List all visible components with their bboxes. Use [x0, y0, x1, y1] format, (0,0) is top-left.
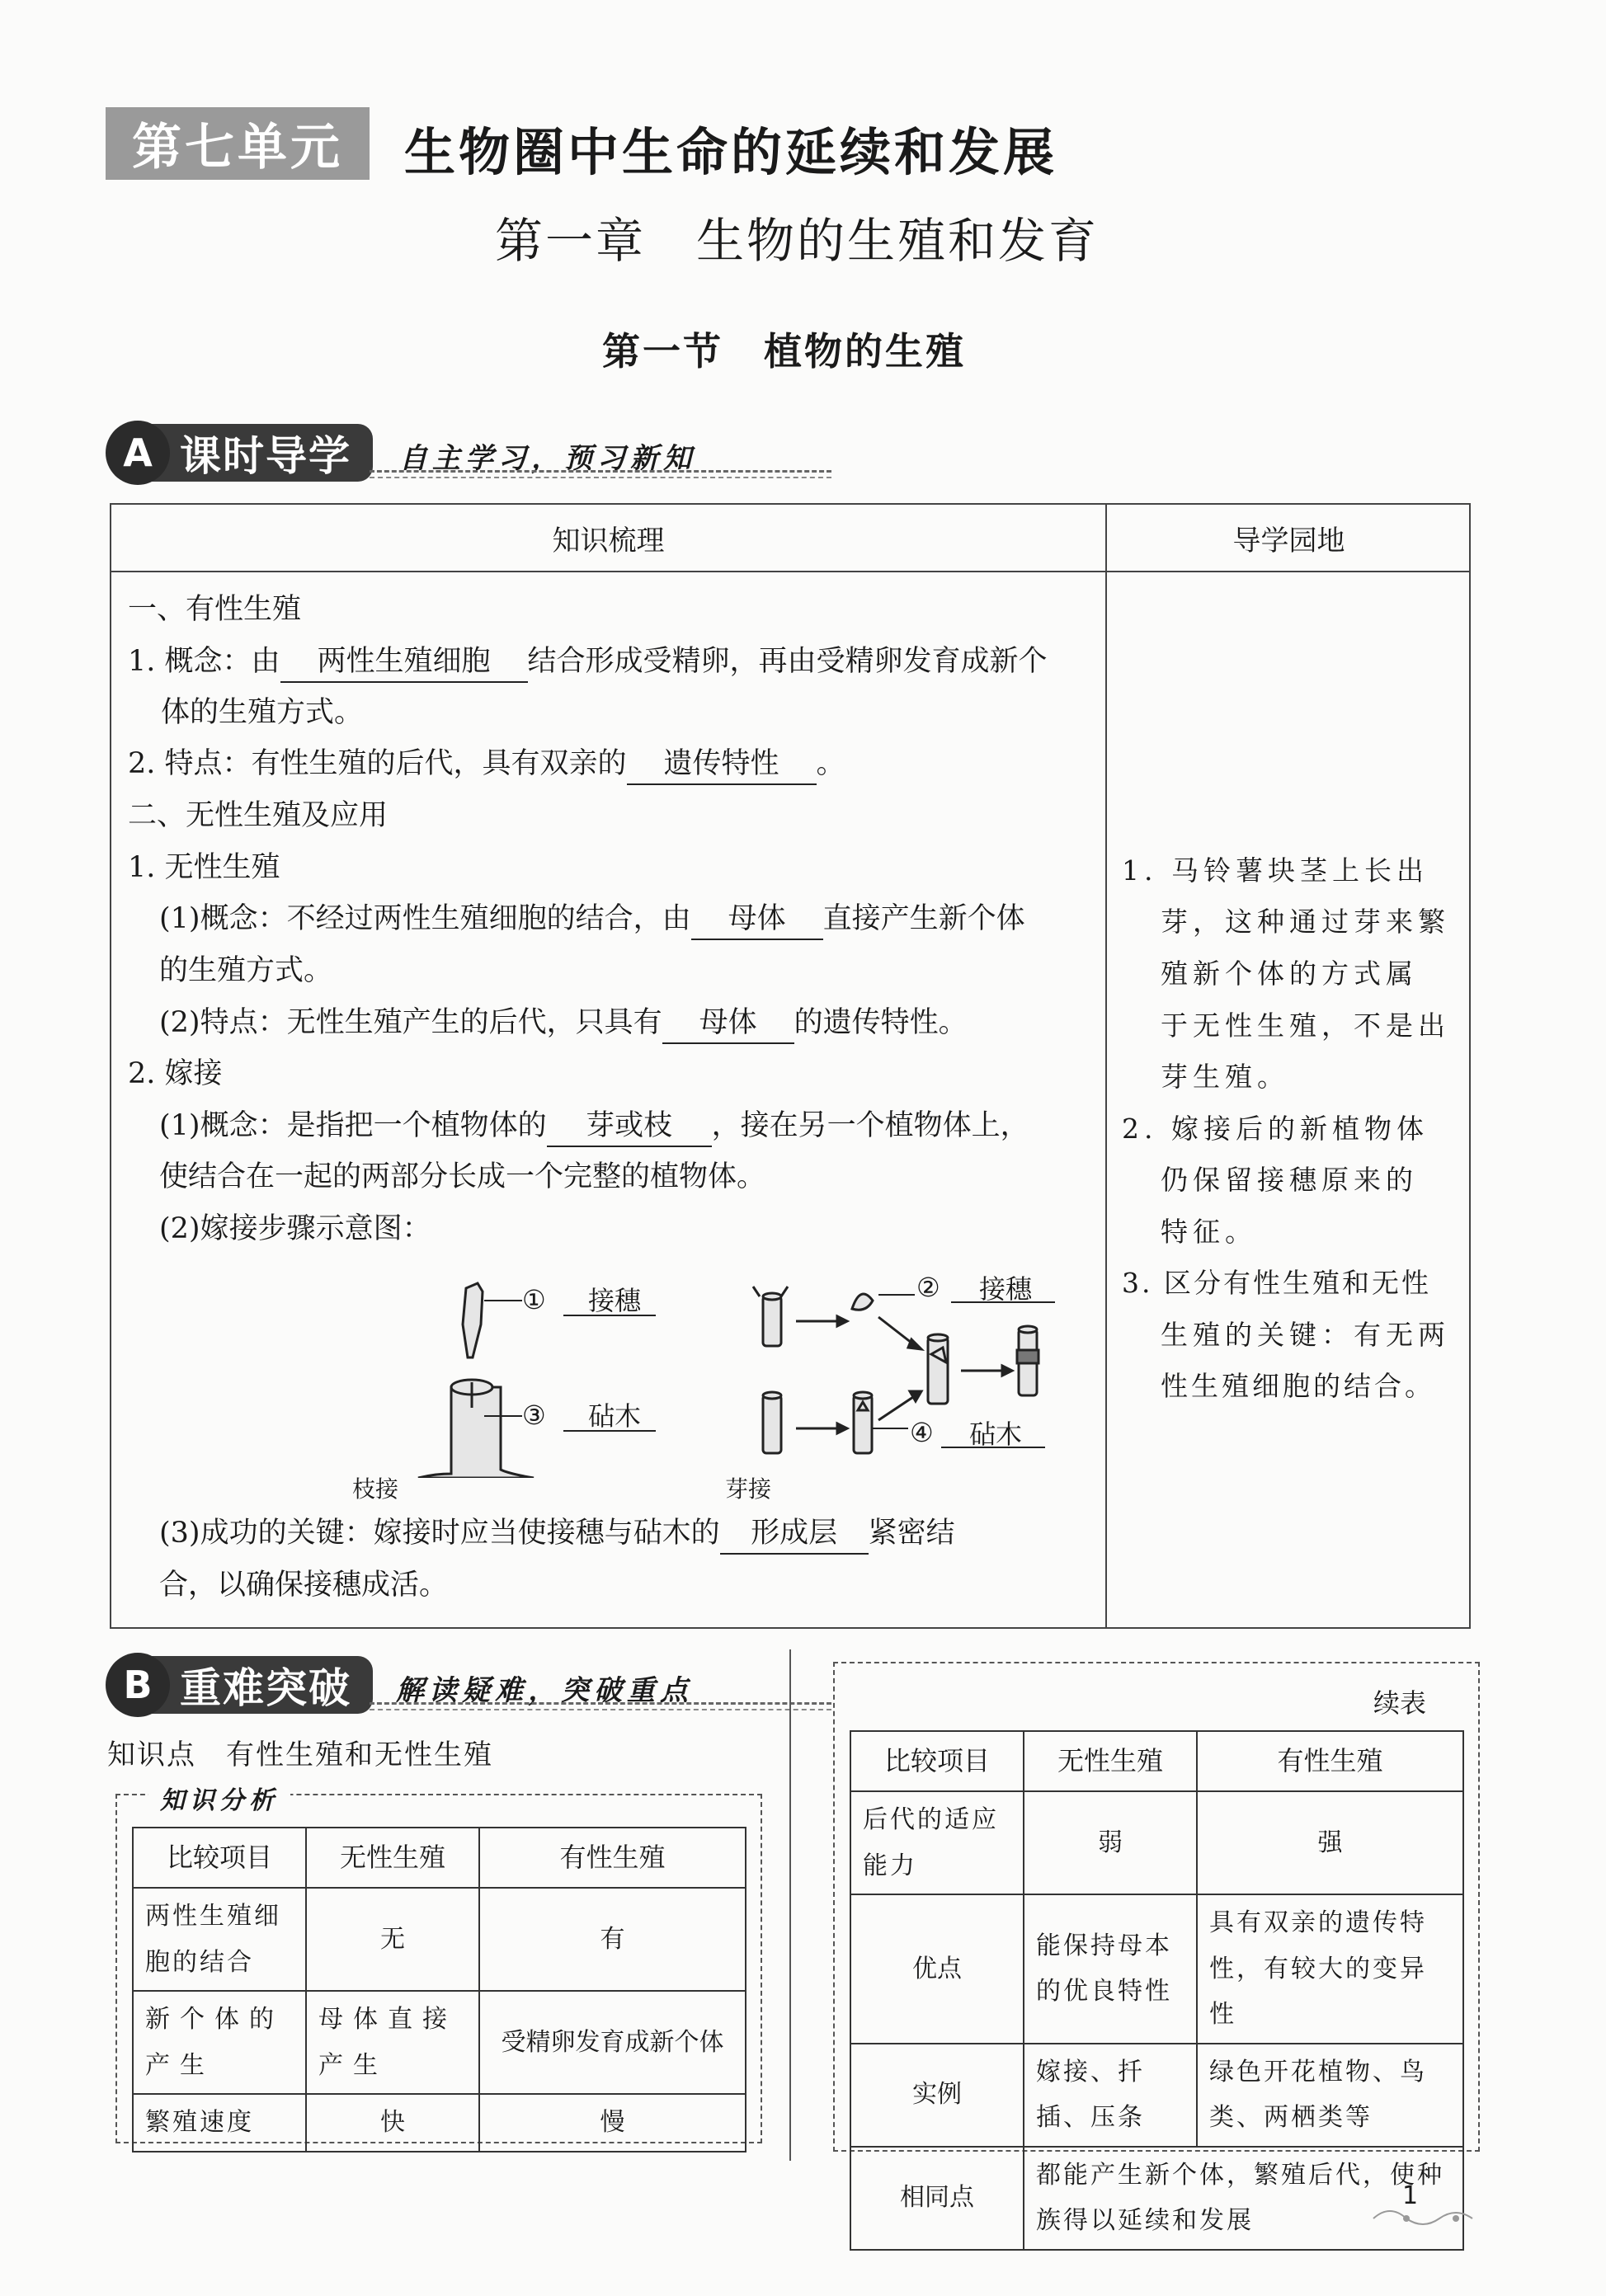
table-cell: 优点	[850, 1894, 1024, 2044]
table-cell: 新个体的产生	[133, 1991, 306, 2094]
table-header: 无性生殖	[306, 1828, 479, 1888]
table-cell: 后代的适应能力	[850, 1791, 1024, 1894]
tip-line: 特征。	[1161, 1216, 1257, 1248]
line-text: 的遗传特性。	[794, 1006, 968, 1039]
line-text: 。	[816, 747, 845, 780]
diagram-label-2: ②	[916, 1272, 940, 1303]
divider	[370, 1709, 831, 1710]
table-row	[850, 2147, 1463, 2250]
diagram-answer-2: 接穗	[978, 1273, 1032, 1305]
section-a-tab	[152, 424, 373, 482]
tip-line: 于无性生殖，不是出	[1161, 1009, 1450, 1042]
line-text: 紧密结	[868, 1517, 955, 1550]
line-text: 直接产生新个体	[822, 902, 1025, 935]
caption-branch-graft: 枝接	[352, 1475, 399, 1503]
diagram-answer-4: 砧木	[968, 1419, 1022, 1450]
column-divider	[1105, 505, 1107, 1627]
line-text: 1. 概念：由	[128, 645, 280, 678]
answer-underline	[951, 1301, 1055, 1303]
table-cell: 实例	[850, 2044, 1024, 2147]
concept-line-cont: 体的生殖方式。	[161, 696, 364, 729]
section-b-title: 重难突破	[180, 1664, 351, 1712]
table-cell: 母体直接产生	[306, 1991, 479, 2094]
column-header-knowledge: 知识梳理	[111, 505, 1105, 572]
table-header: 有性生殖	[1197, 1731, 1463, 1791]
comparison-table	[132, 1827, 746, 2152]
grafting-key-cont: 合，以确保接穗成活。	[159, 1569, 449, 1602]
tip-line: 3. 区分有性生殖和无性	[1122, 1267, 1431, 1299]
table-row	[133, 1991, 746, 2094]
continued-label: 续表	[1373, 1687, 1427, 1719]
tip-line: 殖新个体的方式属	[1161, 957, 1418, 990]
heading-asexual-reproduction: 二、无性生殖及应用	[128, 799, 389, 832]
comparison-table-continued	[850, 1730, 1464, 2251]
table-header: 比较项目	[850, 1731, 1024, 1791]
tip-line: 芽生殖。	[1161, 1061, 1289, 1093]
tip-line: 2. 嫁接后的新植物体	[1122, 1113, 1429, 1145]
line-text: (1)概念：不经过两性生殖细胞的结合，由	[159, 902, 691, 935]
divider	[370, 1702, 831, 1705]
tip-line: 1. 马铃薯块茎上长出	[1122, 854, 1429, 887]
heading-sexual-reproduction: 一、有性生殖	[128, 593, 302, 626]
unit-title: 生物圈中生命的延续和发展	[404, 122, 1058, 182]
table-row	[850, 2044, 1463, 2147]
page-number: 1	[1402, 2181, 1419, 2210]
table-cell: 两性生殖细胞的结合	[133, 1888, 306, 1991]
answer-blank: 芽或枝	[547, 1108, 712, 1147]
column-separator	[789, 1649, 791, 2161]
table-header-row	[133, 1828, 746, 1888]
answer-blank: 母体	[691, 901, 823, 940]
section-b-letter: B	[106, 1653, 170, 1717]
table-cell: 都能产生新个体，繁殖后代，使种族得以延续和发展	[1024, 2147, 1463, 2250]
table-header: 有性生殖	[479, 1828, 746, 1888]
tip-line: 仍保留接穗原来的	[1161, 1164, 1418, 1196]
answer-underline	[563, 1430, 656, 1432]
table-header-row	[850, 1731, 1463, 1791]
answer-blank: 遗传特性	[627, 746, 817, 785]
line-text: (2)特点：无性生殖产生的后代，只具有	[159, 1006, 662, 1039]
table-row	[133, 1888, 746, 1991]
scion-branch-drawing	[418, 1283, 534, 1478]
column-header-guide: 导学园地	[1107, 505, 1471, 572]
asexual-feature-line	[159, 1004, 968, 1044]
concept-line	[128, 643, 1048, 683]
unit-badge: 第七单元	[106, 107, 370, 180]
table-cell: 无	[306, 1888, 479, 1991]
table-cell: 强	[1197, 1791, 1463, 1894]
divider	[370, 470, 831, 473]
section-a-letter: A	[106, 421, 170, 485]
section-a-banner	[106, 421, 732, 485]
asexual-concept-line	[159, 901, 1025, 940]
table-header: 无性生殖	[1024, 1731, 1197, 1791]
diagram-answer-1: 接穗	[587, 1285, 641, 1316]
line-text: (1)概念：是指把一个植物体的	[159, 1109, 547, 1142]
divider	[370, 477, 831, 478]
asexual-concept-cont: 的生殖方式。	[159, 954, 333, 987]
table-cell: 有	[479, 1888, 746, 1991]
section-b-slogan: 解读疑难，突破重点	[396, 1674, 693, 1707]
diagram-answer-3: 砧木	[587, 1400, 641, 1432]
table-cell: 绿色开花植物、鸟类、两栖类等	[1197, 2044, 1463, 2147]
tip-line: 性生殖细胞的结合。	[1161, 1370, 1435, 1402]
line-text: 结合形成受精卵，再由受精卵发育成新个	[527, 645, 1048, 678]
table-cell: 弱	[1024, 1791, 1197, 1894]
grafting-concept-cont: 使结合在一起的两部分长成一个完整的植物体。	[159, 1160, 766, 1193]
section-b-tab	[152, 1656, 373, 1714]
chapter-title: 第一章 生物的生殖和发育	[495, 213, 1100, 269]
section-a-title: 课时导学	[180, 432, 351, 480]
subheading-asexual: 1. 无性生殖	[128, 851, 280, 884]
table-cell: 受精卵发育成新个体	[479, 1991, 746, 2094]
table-cell: 具有双亲的遗传特性，有较大的变异性	[1197, 1894, 1463, 2044]
table-row	[850, 1791, 1463, 1894]
grafting-concept-line	[159, 1108, 1029, 1147]
table-cell: 繁殖速度	[133, 2094, 306, 2152]
section-b-banner	[106, 1653, 732, 1717]
page-ornament-icon	[1369, 2202, 1493, 2227]
analysis-label: 知识分析	[148, 1780, 290, 1816]
answer-underline	[563, 1315, 656, 1316]
table-cell: 能保持母本的优良特性	[1024, 1894, 1197, 2044]
line-text: ，接在另一个植物体上，	[711, 1109, 1029, 1142]
feature-line	[128, 746, 845, 785]
answer-blank: 形成层	[720, 1515, 869, 1555]
table-cell: 相同点	[850, 2147, 1024, 2250]
table-row	[133, 2094, 746, 2152]
pointer-lines	[484, 1295, 915, 1428]
diagram-label-4: ④	[910, 1417, 934, 1448]
subheading-grafting: 2. 嫁接	[128, 1057, 223, 1090]
table-header: 比较项目	[133, 1828, 306, 1888]
diagram-label-1: ①	[522, 1284, 546, 1315]
grafting-steps-label: (2)嫁接步骤示意图：	[159, 1212, 431, 1245]
table-cell: 快	[306, 2094, 479, 2152]
knowledge-point-title: 知识点 有性生殖和无性生殖	[107, 1738, 493, 1771]
grafting-key-line	[159, 1515, 955, 1555]
line-text: 2. 特点：有性生殖的后代，具有双亲的	[128, 747, 627, 780]
knowledge-table	[110, 503, 1471, 1629]
section-title: 第一节 植物的生殖	[602, 329, 966, 374]
answer-underline	[941, 1447, 1045, 1448]
answer-blank: 两性生殖细胞	[280, 643, 528, 683]
diagram-label-3: ③	[522, 1400, 546, 1431]
tip-line: 生殖的关键：有无两	[1161, 1319, 1450, 1351]
table-cell: 嫁接、扦插、压条	[1024, 2044, 1197, 2147]
line-text: (3)成功的关键：嫁接时应当使接穗与砧木的	[159, 1517, 720, 1550]
table-cell: 慢	[479, 2094, 746, 2152]
section-a-slogan: 自主学习，预习新知	[399, 442, 696, 475]
tip-line: 芽，这种通过芽来繁	[1161, 906, 1450, 938]
table-row	[850, 1894, 1463, 2044]
caption-bud-graft: 芽接	[725, 1475, 772, 1503]
answer-blank: 母体	[662, 1004, 794, 1044]
